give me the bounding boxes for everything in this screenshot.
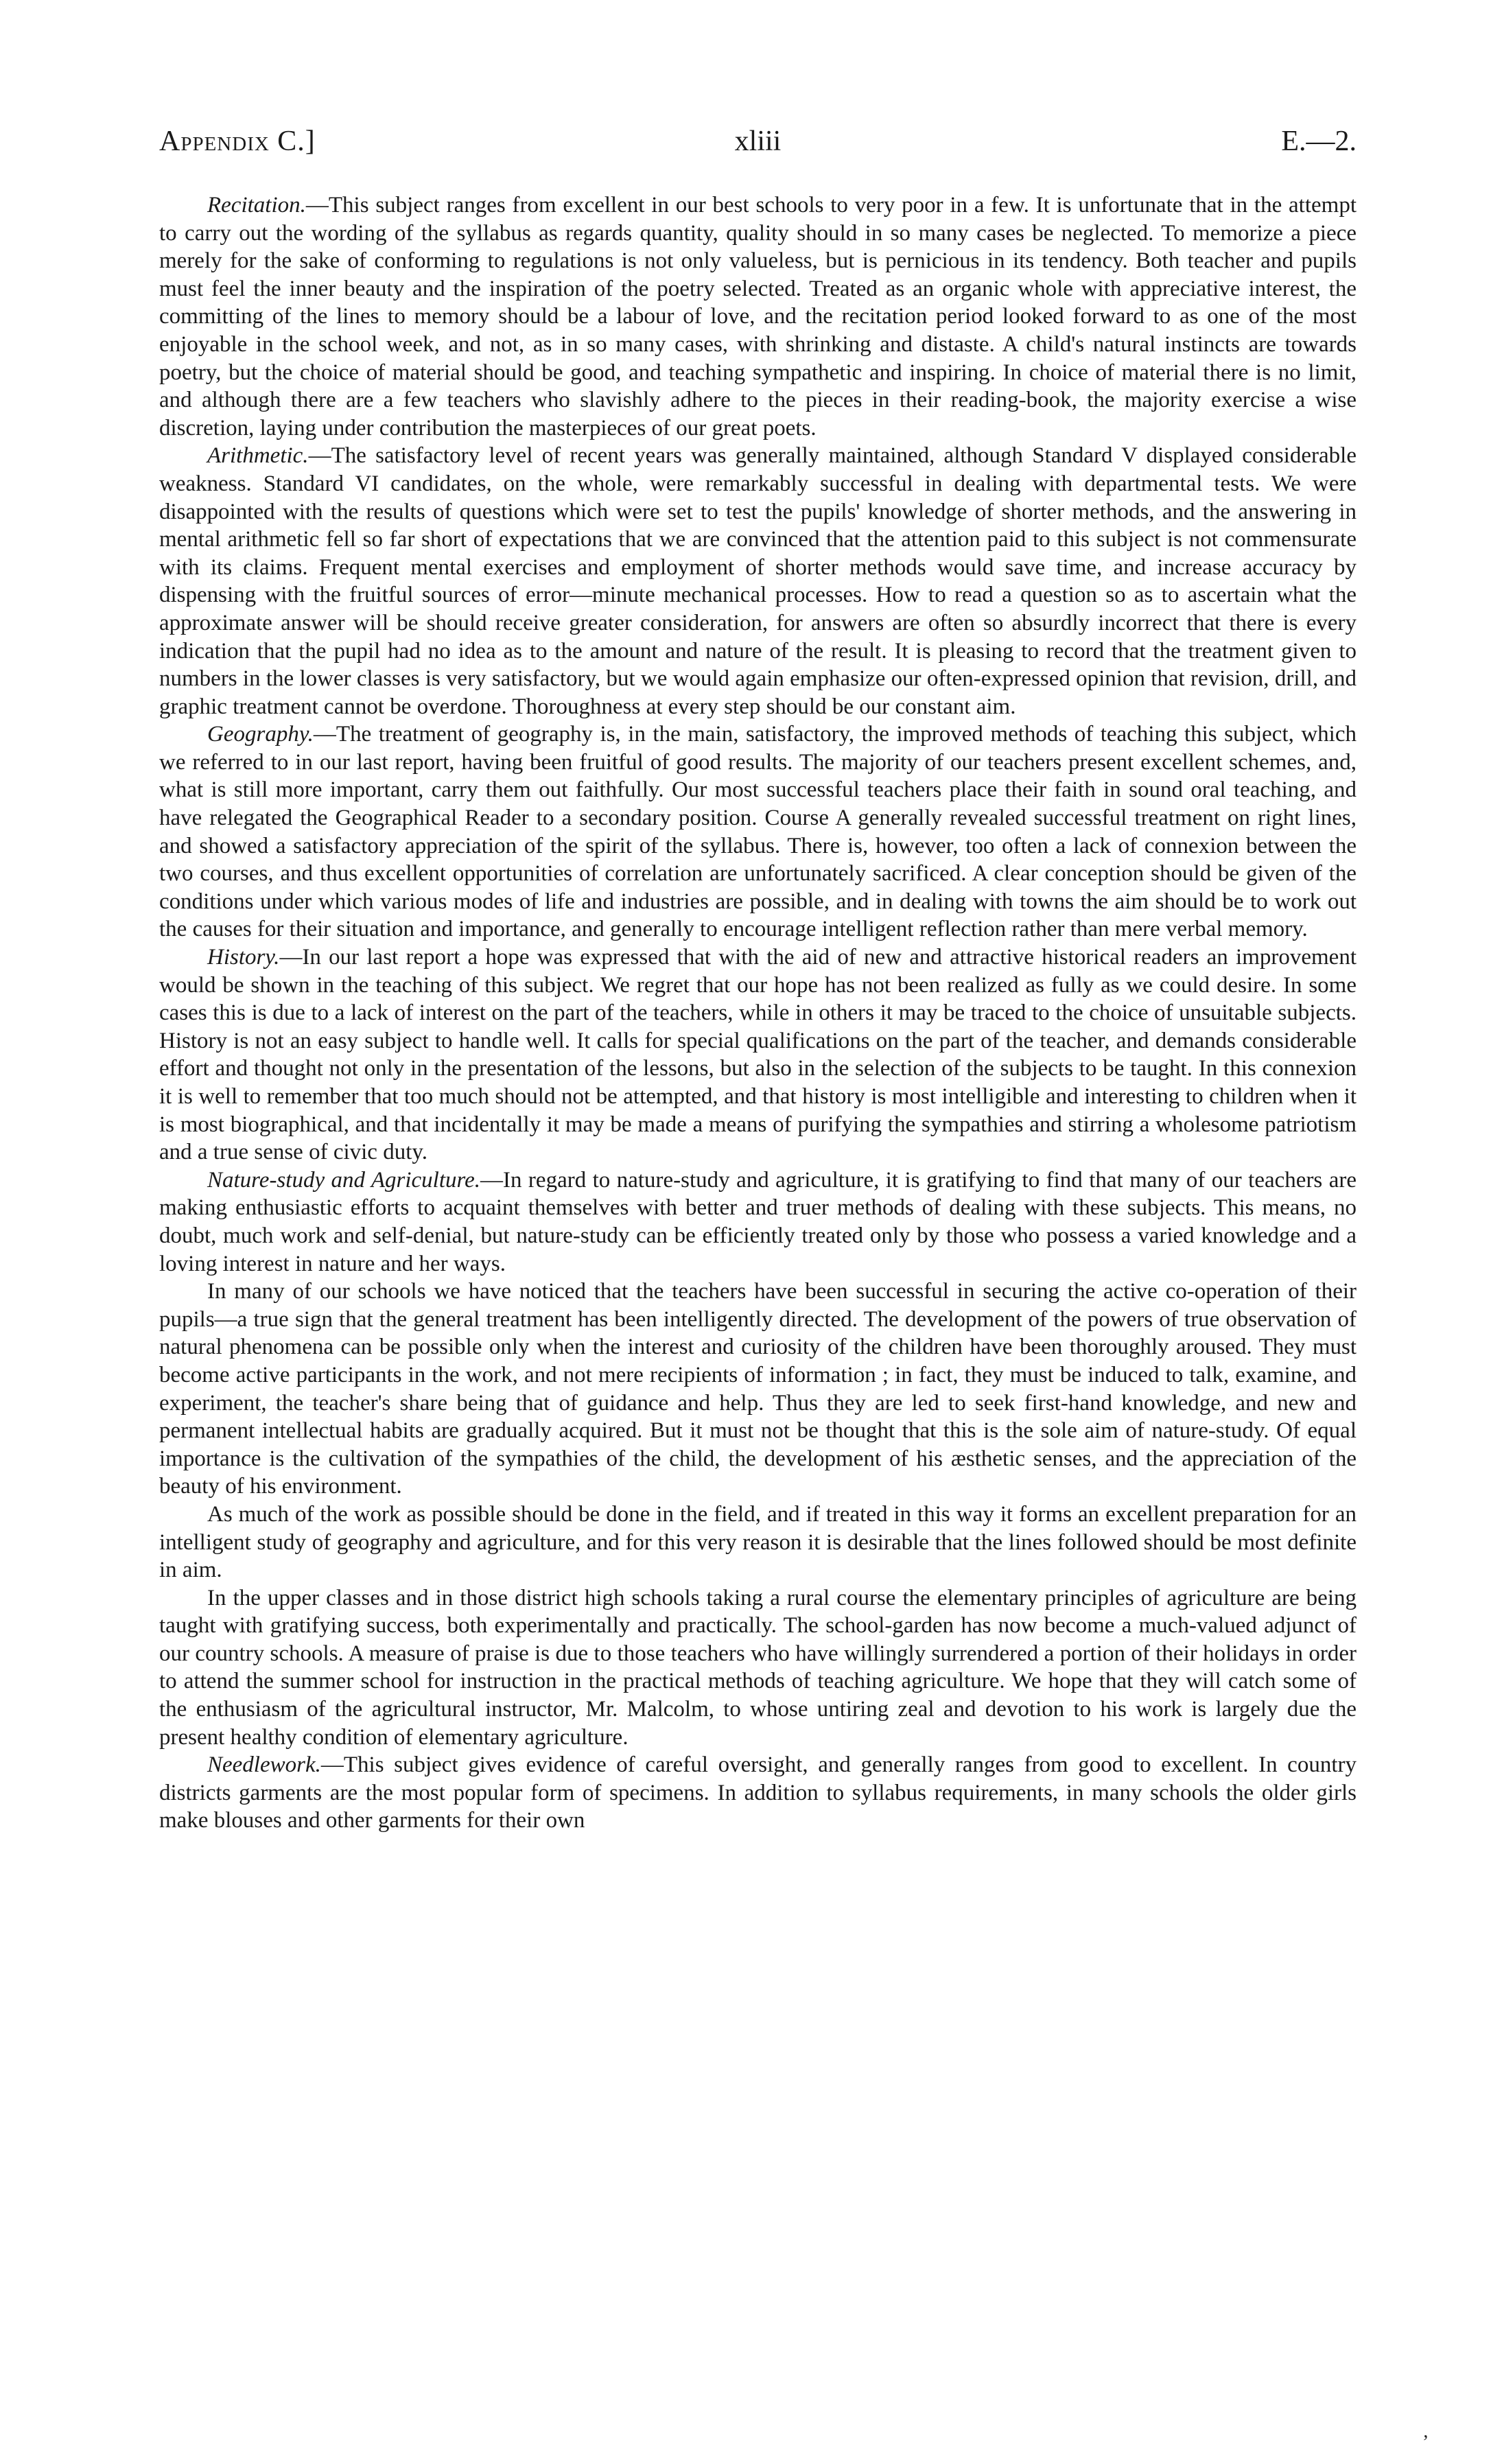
paragraph-agriculture: [159, 1584, 1357, 1752]
paragraph-geography: [159, 720, 1357, 943]
paragraph-text: In the upper classes and in those district high schools taking a rural course the elementary principles of agriculture are being taught with gratifying success, both experimentally and practically. The school-garden has now become a much-valued adjunct of our country schools. A measure of praise is due to those teachers who have willingly surrendered a portion of their holidays in order to attend the summer school for instruction in the practical methods of teaching agriculture. We hope that they will catch some of the enthusiasm of the agricultural instructor, Mr. Malcolm, to whose untiring zeal and devotion to his work is largely due the present healthy condition of elementary agriculture.: [159, 1585, 1357, 1750]
paragraph-nature-study: [159, 1166, 1357, 1278]
running-header: [159, 121, 1357, 162]
paragraph-text: In many of our schools we have noticed that the teachers have been successful in securing the active co-operation of their pupils—a true sign that the general treatment has been intelligently directed. The development of the powers of true observation of natural phenomena can be possible only when the interest and curiosity of the children have been thoroughly aroused. They must become active participants in the work, and not mere recipients of information ; in fact, they must be induced to talk, examine, and experiment, the teacher's share being that of guidance and help. Thus they are led to seek first-hand knowledge, and new and permanent intellectual habits are gradually acquired. But it must not be thought that this is the sole aim of nature-study. Of equal importance is the cultivation of the sympathies of the child, the development of his æsthetic senses, and the appreciation of the beauty of his environment.: [159, 1279, 1357, 1499]
section-heading-arithmetic: Arithmetic.: [207, 443, 309, 469]
paragraph-text: —The treatment of geography is, in the main, satisfactory, the improved methods of teaching this subject, which we referred to in our last report, having been fruitful of good results. The majority of our teachers present excellent schemes, and, what is still more important, carry them out faithfully. Our most successful teachers place their faith in sound oral teaching, and have relegated the Geographical Reader to a secondary position. Course A generally revealed successful treatment on right lines, and showed a satisfactory appreciation of the spirit of the syllabus. There is, however, too often a lack of connexion between the two courses, and thus excellent opportunities of correlation are unfortunately sacrificed. A clear conception should be given of the conditions under which various modes of life and industries are possible, and in dealing with towns the aim should be to work out the causes for their situation and importance, and generally to encourage intelligent reflection rather than mere verbal memory.: [159, 722, 1357, 942]
section-heading-geography: Geography.: [207, 722, 314, 747]
paragraph-recitation: [159, 191, 1357, 442]
paragraph-text: —This subject ranges from excellent in our best schools to very poor in a few. It is unfortunate that in the attempt to carry out the wording of the syllabus as regards quantity, quality should in so many cases be neglected. To memorize a piece merely for the sake of conforming to regulations is not only valueless, but is pernicious in its tendency. Both teacher and pupils must feel the inner beauty and the inspiration of the poetry selected. Treated as an organic whole with appreciative interest, the committing of the lines to memory should be a labour of love, and the recitation period looked forward to as one of the most enjoyable in the school week, and not, as in so many cases, with shrinking and distaste. A child's natural instincts are towards poetry, but the choice of material should be good, and teaching sympathetic and inspiring. In choice of material there is no limit, and although there are a few teachers who slavishly adhere to the pieces in their reading-book, the majority exercise a wise discretion, laying under contribution the masterpieces of our great poets.: [159, 193, 1357, 441]
paragraph-text: —In regard to nature-study and agriculture, it is gratifying to find that many of our teachers are making enthusiastic efforts to acquaint themselves with better and truer methods of dealing with these subjects. This means, no doubt, much work and self-denial, but nature-study can be efficiently treated only by those who possess a varied knowledge and a loving interest in nature and her ways.: [159, 1167, 1357, 1276]
paragraph-text: —This subject gives evidence of careful oversight, and generally ranges from good to excellent. In country districts garments are the most popular form of specimens. In addition to syllabus requirements, in many schools the older girls make blouses and other garments for their own: [159, 1752, 1357, 1833]
section-heading-history: History.: [207, 945, 280, 970]
paragraph-pupil-cooperation: [159, 1278, 1357, 1501]
report-body: [159, 191, 1357, 1835]
paragraph-text: —In our last report a hope was expressed that with the aid of new and attractive historical readers an improvement would be shown in the teaching of this subject. We regret that our hope has not been realized as fully as we could desire. In some cases this is due to a lack of interest on the part of the teachers, while in others it may be traced to the choice of unsuitable subjects. History is not an easy subject to handle well. It calls for special qualifications on the part of the teacher, and demands considerable effort and thought not only in the presentation of the lessons, but also in the selection of the subjects to be taught. In this connexion it is well to remember that too much should not be attempted, and that history is most intelligible and interesting to children when it is most biographical, and that incidentally it may be made a means of purifying the sympathies and stirring a wholesome patriotism and a true sense of civic duty.: [159, 945, 1357, 1165]
paragraph-history: [159, 943, 1357, 1166]
section-heading-recitation: Recitation.: [207, 193, 306, 218]
document-reference: E.—2.: [1281, 126, 1357, 157]
section-heading-nature-study: Nature-study and Agriculture.: [207, 1167, 481, 1193]
header-appendix-label: Appendix C.]: [159, 126, 316, 157]
page-number: xliii: [734, 126, 782, 157]
paragraph-text: —The satisfactory level of recent years was generally maintained, although Standard V displayed considerable weakness. Standard VI candidates, on the whole, were remarkably successful in dealing with departmental tests. We were disappointed with the results of questions which were set to test the pupils' knowledge of shorter methods, and the answering in mental arithmetic fell so far short of expectations that we are convinced that the attention paid to this subject is not commensurate with its claims. Frequent mental exercises and employment of shorter methods would save time, and increase accuracy by dispensing with the fruitful sources of error—minute mechanical processes. How to read a question so as to ascertain what the approximate answer will be should receive greater consideration, for answers are often so absurdly incorrect that there is every indication that the pupil had no idea as to the amount and nature of the result. It is pleasing to record that the treatment given to numbers in the lower classes is very satisfactory, but we would again emphasize our often-expressed opinion that revision, drill, and graphic treatment cannot be overdone. Thoroughness at every step should be our constant aim.: [159, 443, 1357, 719]
paragraph-arithmetic: [159, 442, 1357, 720]
section-heading-needlework: Needlework.: [207, 1752, 321, 1778]
print-mark: ’: [1422, 2432, 1429, 2453]
paragraph-needlework: [159, 1751, 1357, 1835]
paragraph-field-work: [159, 1501, 1357, 1584]
paragraph-text: As much of the work as possible should be done in the field, and if treated in this way it forms an excellent preparation for an intelligent study of geography and agriculture, and for this very reason it is desirable that the lines followed should be most definite in aim.: [159, 1501, 1357, 1583]
